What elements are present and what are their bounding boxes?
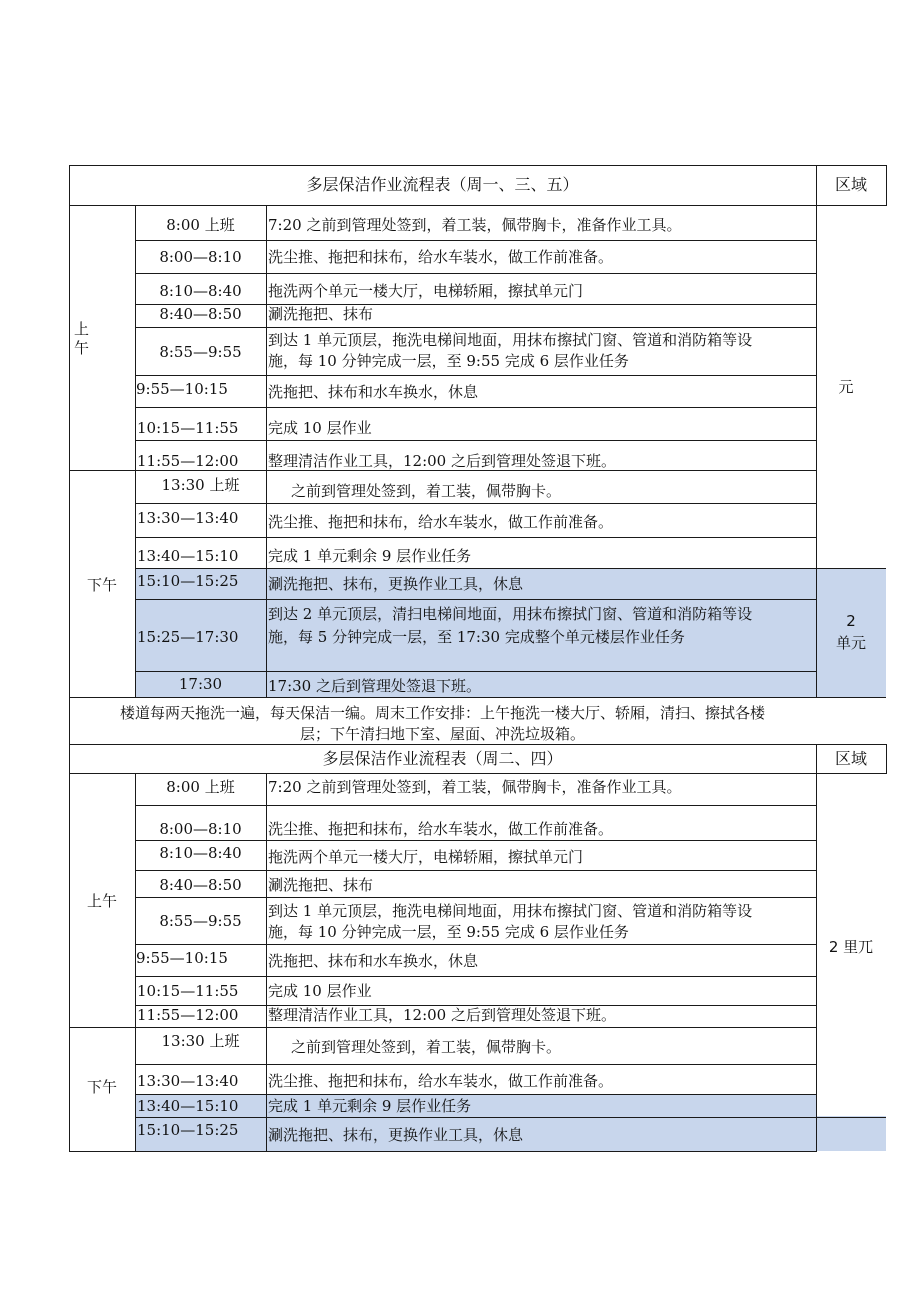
t1-task-4a: 到达 1 单元顶层，拖洗电梯间地面，用抹布擦拭门窗、管道和消防箱等设 (268, 331, 753, 349)
t1-task-11: 涮洗拖把、抹布，更换作业工具，休息 (268, 575, 524, 593)
table2-pm-label: 下午 (86, 1078, 117, 1096)
table2-am-label: 上午 (86, 892, 117, 910)
t2-time-8: 13:30 上班 (161, 1032, 240, 1050)
table2-title: 多层保洁作业流程表（周二、四） (322, 749, 563, 768)
t1-time-5: 9:55—10:15 (136, 380, 228, 398)
t1-task-3: 涮洗拖把、抹布 (268, 305, 374, 323)
t2-time-9: 13:30—13:40 (137, 1072, 239, 1090)
t1-time-13: 17:30 (178, 675, 223, 693)
t1-task-7: 整理清洁作业工具，12:00 之后到管理处签退下班。 (268, 452, 616, 470)
t2-time-0: 8:00 上班 (166, 778, 235, 796)
t1-time-10: 13:40—15:10 (137, 547, 239, 565)
table1-title: 多层保洁作业流程表（周一、三、五） (306, 175, 579, 194)
t1-time-8: 13:30 上班 (161, 476, 240, 494)
t1-time-9: 13:30—13:40 (137, 509, 239, 527)
t2-task-9: 洗尘推、拖把和抹布，给水车装水，做工作前准备。 (268, 1072, 614, 1090)
t2-task-5: 洗拖把、抹布和水车换水，休息 (268, 952, 479, 970)
table1-am-label: 上午 (74, 320, 90, 357)
t1-time-1: 8:00—8:10 (159, 248, 242, 266)
t1-time-3: 8:40—8:50 (159, 305, 242, 323)
t2-task-3: 涮洗拖把、抹布 (268, 876, 374, 894)
t1-task-8: 之前到管理处签到，着工装，佩带胸卡。 (291, 482, 562, 500)
t2-task-4b: 施，每 10 分钟完成一层，至 9:55 完成 6 层作业任务 (268, 923, 629, 941)
t2-task-0: 7:20 之前到管理处签到，着工装，佩带胸卡，准备作业工具。 (268, 778, 682, 796)
t2-time-7: 11:55—12:00 (137, 1006, 239, 1024)
t1-time-2: 8:10—8:40 (159, 282, 242, 300)
table1-area-am: 元 (838, 378, 854, 396)
t1-task-1: 洗尘推、拖把和抹布，给水车装水，做工作前准备。 (268, 248, 614, 266)
t2-time-4: 8:55—9:55 (159, 912, 242, 930)
t1-time-12: 15:25—17:30 (137, 628, 239, 646)
t2-task-6: 完成 10 层作业 (268, 982, 372, 1000)
t1-task-4b: 施，每 10 分钟完成一层，至 9:55 完成 6 层作业任务 (268, 352, 629, 370)
table1-pm-label: 下午 (86, 576, 117, 594)
t1-task-13: 17:30 之后到管理处签退下班。 (268, 677, 481, 695)
t1-task-9: 洗尘推、拖把和抹布，给水车装水，做工作前准备。 (268, 513, 614, 531)
table1-note-line1: 楼道每两天拖洗一遍，每天保洁一编。周末工作安排：上午拖洗一楼大厅、轿厢，清扫、擦拭各楼 (119, 704, 765, 722)
t2-time-11: 15:10—15:25 (137, 1121, 239, 1139)
t1-task-12b: 施，每 5 分钟完成一层，至 17:30 完成整个单元楼层作业任务 (268, 628, 685, 646)
t1-time-11: 15:10—15:25 (137, 572, 239, 590)
t2-time-1: 8:00—8:10 (159, 820, 242, 838)
t2-task-4a: 到达 1 单元顶层，拖洗电梯间地面，用抹布擦拭门窗、管道和消防箱等设 (268, 902, 753, 920)
t1-time-4: 8:55—9:55 (159, 343, 242, 361)
shade-t2-area-end (816, 1116, 886, 1151)
t1-task-6: 完成 10 层作业 (268, 419, 372, 437)
table1-area-header: 区域 (834, 175, 867, 194)
table1-area-pm-unit: 单元 (835, 634, 866, 652)
t1-task-0: 7:20 之前到管理处签到，着工装，佩带胸卡，准备作业工具。 (268, 216, 682, 234)
t2-time-3: 8:40—8:50 (159, 876, 242, 894)
t2-task-1: 洗尘推、拖把和抹布，给水车装水，做工作前准备。 (268, 820, 614, 838)
t2-time-6: 10:15—11:55 (137, 982, 239, 1000)
t1-task-10: 完成 1 单元剩余 9 层作业任务 (268, 547, 472, 565)
t2-task-2: 拖洗两个单元一楼大厅，电梯轿厢，擦拭单元门 (268, 848, 584, 866)
table1-note-line2: 层；下午清扫地下室、屋面、冲洗垃圾箱。 (299, 725, 585, 743)
t2-time-5: 9:55—10:15 (136, 949, 228, 967)
t1-task-12a: 到达 2 单元顶层，清扫电梯间地面，用抹布擦拭门窗、管道和消防箱等设 (268, 605, 753, 623)
t1-time-6: 10:15—11:55 (137, 419, 239, 437)
t1-time-0: 8:00 上班 (166, 216, 235, 234)
t1-time-7: 11:55—12:00 (137, 452, 239, 470)
t2-task-10: 完成 1 单元剩余 9 层作业任务 (268, 1097, 472, 1115)
t2-time-10: 13:40—15:10 (137, 1097, 239, 1115)
table2-area-header: 区域 (834, 749, 867, 768)
t1-task-5: 洗拖把、抹布和水车换水，休息 (268, 383, 479, 401)
table2-area: 2 里兀 (828, 938, 874, 956)
t2-time-2: 8:10—8:40 (159, 844, 242, 862)
t2-task-8: 之前到管理处签到，着工装，佩带胸卡。 (291, 1038, 562, 1056)
t2-task-7: 整理清洁作业工具，12:00 之后到管理处签退下班。 (268, 1006, 616, 1024)
t1-task-2: 拖洗两个单元一楼大厅，电梯轿厢，擦拭单元门 (268, 282, 584, 300)
t2-task-11: 涮洗拖把、抹布，更换作业工具，休息 (268, 1126, 524, 1144)
table1-area-pm-num: 2 (846, 612, 856, 630)
